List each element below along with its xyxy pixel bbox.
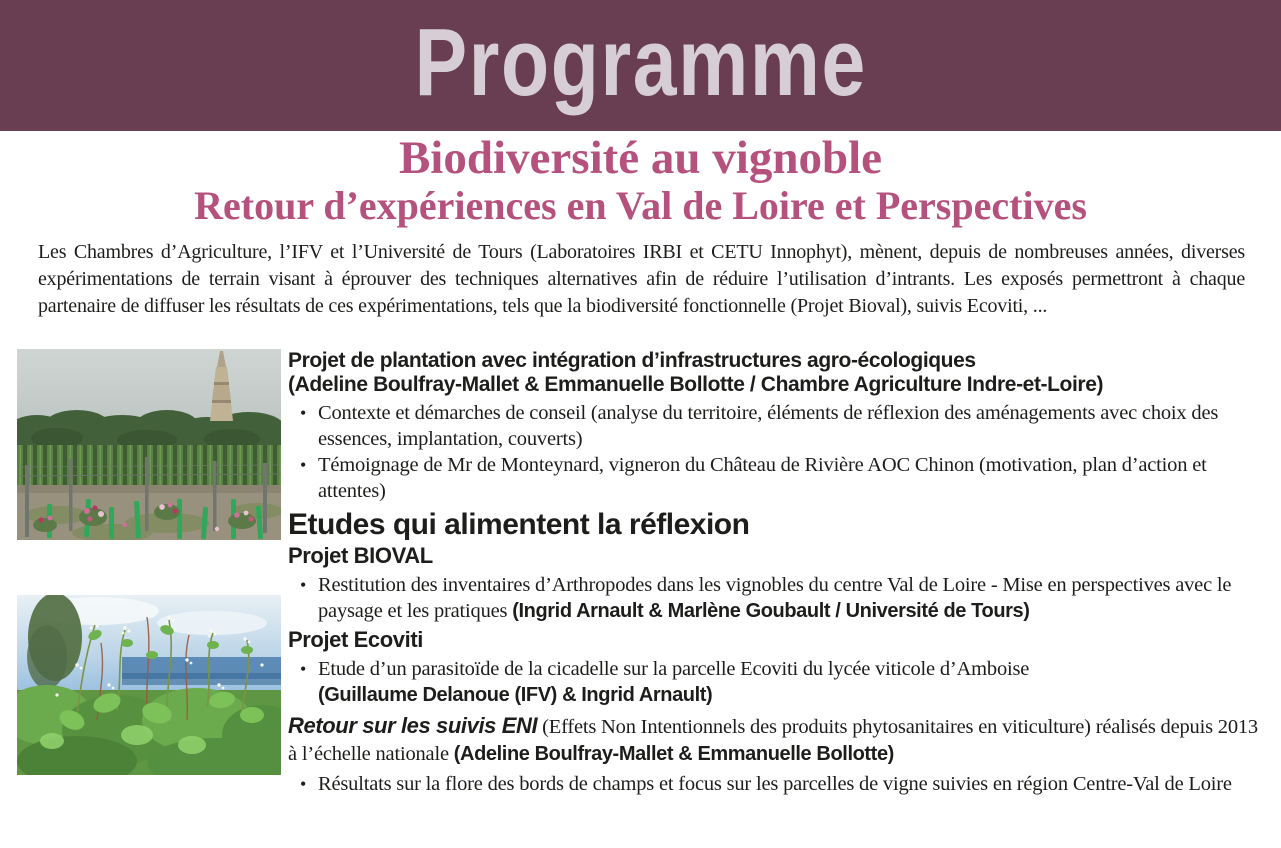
page-subtitle: Retour d’expériences en Val de Loire et Perspectives [194, 183, 1087, 228]
banner [0, 0, 1281, 131]
intro-paragraph: Les Chambres d’Agriculture, l’IFV et l’Université de Tours (Laboratoires IRBI et CETU Innophyt), mènent, depuis de nombreuses années, diverses expérimentations de terrain visant à éprouver des techniques alternatives afin de réduire l’utilisation d’intrants. Les exposés permettront à chaque partenaire de diffuser les résultats de ces expérimentations, tels que la biodiversité fonctionnelle (Projet Bioval), suivis Ecoviti, ... [38, 241, 1245, 317]
bullet-item [298, 400, 1263, 452]
bullet-item [298, 771, 1263, 797]
eni-bullets [288, 771, 1263, 797]
bullet-item [298, 452, 1263, 504]
vineyard-photo-illustration [17, 349, 281, 540]
photo-column [17, 349, 281, 800]
bullet-item [298, 572, 1263, 624]
title-block [0, 133, 1281, 229]
banner-title: Programme [414, 8, 867, 116]
vineyard-church-photo [17, 349, 281, 540]
cover-crop-photo-illustration [17, 595, 281, 775]
eni-description: (Effets Non Intentionnels des produits phytosanitaires en viticulture) réalisés depuis 2013 à l’échelle nationale [288, 716, 1258, 765]
bullet-text: Témoignage de Mr de Monteynard, vigneron du Château de Rivière AOC Chinon (motivation, plan d’action et attentes) [318, 454, 1207, 502]
bioval-bullets [288, 572, 1263, 624]
plantation-title: Projet de plantation avec intégration d’infrastructures agro-écologiques [288, 349, 976, 372]
programme-details [288, 349, 1281, 800]
plantation-credit: (Adeline Boulfray-Mallet & Emmanuelle Bollotte / Chambre Agriculture Indre-et-Loire) [288, 373, 1104, 396]
plantation-bullets [288, 400, 1263, 504]
eni-credit: (Adeline Boulfray-Mallet & Emmanuelle Bollotte) [453, 743, 894, 765]
ecoviti-title: Projet Ecoviti [288, 627, 423, 652]
etudes-title: Etudes qui alimentent la réflexion [288, 508, 750, 541]
bullet-credit: (Guillaume Delanoue (IFV) & Ingrid Arnault) [318, 684, 713, 706]
bullet-text: Contexte et démarches de conseil (analyse du territoire, éléments de réflexion des aménagements avec choix des essences, implantation, couverts) [318, 402, 1219, 450]
ecoviti-bullets [288, 656, 1263, 708]
page-title: Biodiversité au vignoble [398, 132, 883, 184]
bullet-text: Restitution des inventaires d’Arthropodes dans les vignobles du centre Val de Loire - Mise en perspectives avec le paysage et les pratiques [318, 574, 1232, 622]
bullet-text: Etude d’un parasitoïde de la cicadelle sur la parcelle Ecoviti du lycée viticole d’Amboise [318, 658, 1030, 680]
bullet-credit: (Ingrid Arnault & Marlène Goubault / Université de Tours) [512, 600, 1030, 622]
eni-title: Retour sur les suivis ENI [288, 713, 538, 738]
cover-crop-photo [17, 595, 281, 775]
bioval-title: Projet BIOVAL [288, 543, 433, 568]
bullet-item [298, 656, 1263, 708]
eni-heading [288, 712, 1263, 768]
bullet-text: Résultats sur la flore des bords de champs et focus sur les parcelles de vigne suivies en région Centre-Val de Loire [318, 773, 1232, 795]
main-content [0, 349, 1281, 800]
